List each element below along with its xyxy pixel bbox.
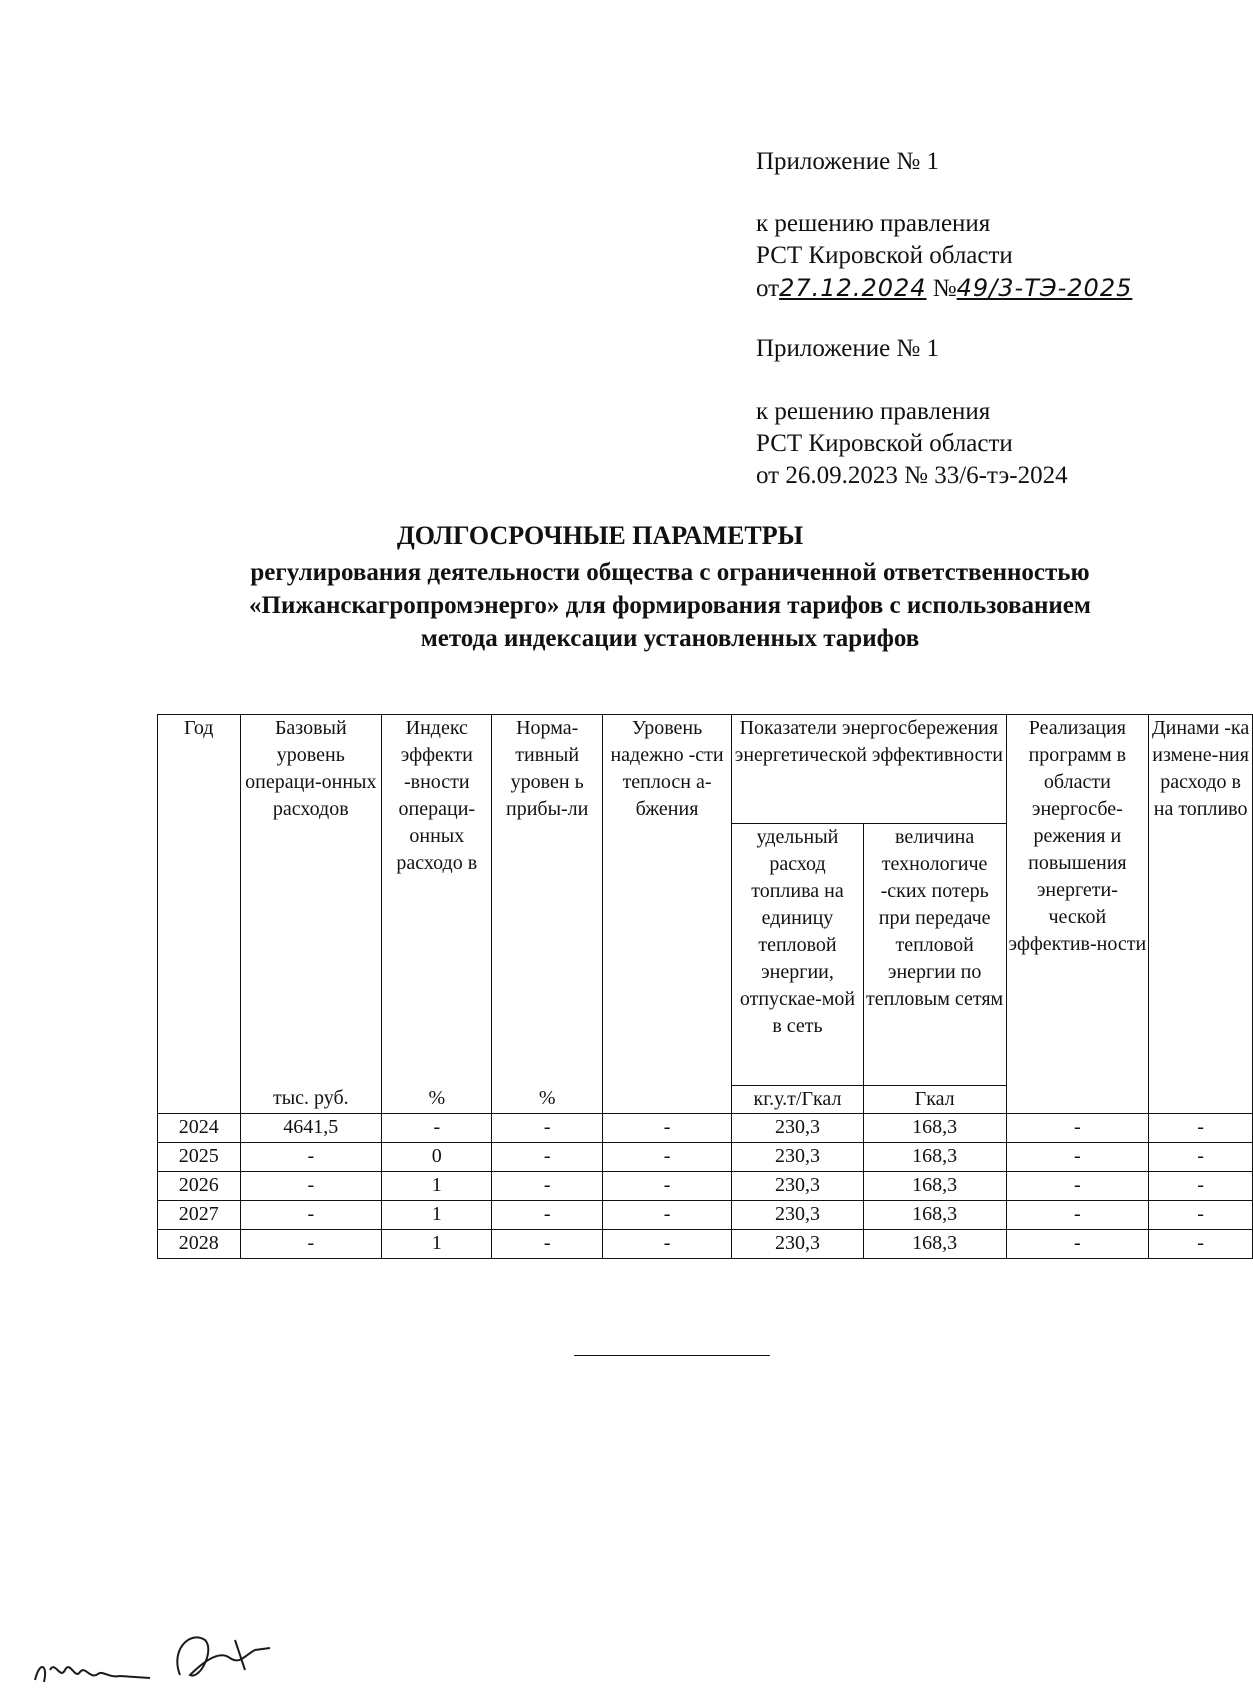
cell-reliability: - bbox=[602, 1113, 731, 1142]
cell-programs: - bbox=[1006, 1171, 1149, 1200]
header-fuel-dynamics: Динами -ка измене-ния расходо в на топливо bbox=[1149, 715, 1253, 1114]
cell-programs: - bbox=[1006, 1113, 1149, 1142]
cell-reliability: - bbox=[602, 1171, 731, 1200]
header-profit-level: Норма-тивный уровен ь прибы-ли bbox=[492, 715, 602, 1086]
cell-year: 2028 bbox=[158, 1229, 241, 1258]
decision-line: к решению правления bbox=[756, 210, 991, 237]
table-row bbox=[158, 1113, 1253, 1142]
cell-year: 2026 bbox=[158, 1171, 241, 1200]
signature-image bbox=[30, 1620, 330, 1690]
cell-fuel: 230,3 bbox=[732, 1113, 864, 1142]
cell-base: - bbox=[240, 1142, 382, 1171]
cell-dynamics: - bbox=[1149, 1171, 1253, 1200]
cell-losses: 168,3 bbox=[863, 1113, 1006, 1142]
appendix-title-previous bbox=[756, 333, 939, 365]
cell-profit: - bbox=[492, 1229, 602, 1258]
cell-year: 2025 bbox=[158, 1142, 241, 1171]
unit-year bbox=[158, 1085, 241, 1113]
cell-year: 2027 bbox=[158, 1200, 241, 1229]
cell-reliability: - bbox=[602, 1142, 731, 1171]
header-year: Год bbox=[158, 715, 241, 1086]
cell-dynamics: - bbox=[1149, 1113, 1253, 1142]
cell-losses: 168,3 bbox=[863, 1200, 1006, 1229]
cell-dynamics: - bbox=[1149, 1142, 1253, 1171]
document-subtitle: регулирования деятельности общества с ограниченной ответственностью «Пижанскагропромэнерго» для формирования тарифов с использованием метода индексации установленных тарифов bbox=[249, 559, 1091, 652]
cell-index: 1 bbox=[382, 1171, 492, 1200]
cell-index: 1 bbox=[382, 1229, 492, 1258]
decision-authority: РСТ Кировской области bbox=[756, 242, 1013, 269]
cell-programs: - bbox=[1006, 1200, 1149, 1229]
cell-profit: - bbox=[492, 1200, 602, 1229]
cell-dynamics: - bbox=[1149, 1229, 1253, 1258]
cell-index: 0 bbox=[382, 1142, 492, 1171]
unit-efficiency-index: % bbox=[382, 1085, 492, 1113]
cell-fuel: 230,3 bbox=[732, 1200, 864, 1229]
cell-profit: - bbox=[492, 1113, 602, 1142]
table-row bbox=[158, 1142, 1253, 1171]
header-reliability: Уровень надежно -сти теплосн а-бжения bbox=[602, 715, 731, 1114]
decision-line: к решению правления bbox=[756, 398, 991, 425]
table-row bbox=[158, 1229, 1253, 1258]
decision-date-number bbox=[756, 272, 1132, 305]
cell-base: - bbox=[240, 1200, 382, 1229]
cell-fuel: 230,3 bbox=[732, 1142, 864, 1171]
document-title: ДОЛГОСРОЧНЫЕ ПАРАМЕТРЫ bbox=[396, 521, 804, 550]
handwritten-date: 27.12.2024 bbox=[779, 274, 927, 302]
decision-date-number: от 26.09.2023 № 33/6-тэ-2024 bbox=[756, 462, 1068, 489]
decision-reference-previous bbox=[756, 396, 1068, 492]
cell-year: 2024 bbox=[158, 1113, 241, 1142]
cell-base: - bbox=[240, 1229, 382, 1258]
cell-losses: 168,3 bbox=[863, 1229, 1006, 1258]
cell-profit: - bbox=[492, 1171, 602, 1200]
header-tech-losses: величина технологиче -ских потерь при передаче тепловой энергии по тепловым сетям bbox=[863, 824, 1006, 1086]
appendix-title-current bbox=[756, 146, 939, 178]
header-energy-saving-group: Показатели энергосбережения энергетической эффективности bbox=[732, 715, 1006, 824]
cell-reliability: - bbox=[602, 1200, 731, 1229]
decision-reference-current bbox=[756, 208, 1132, 305]
long-term-parameters-table bbox=[157, 714, 1253, 1259]
from-prefix: от bbox=[756, 275, 780, 302]
header-base-level: Базовый уровень операци-онных расходов bbox=[240, 715, 382, 1086]
header-row bbox=[158, 715, 1253, 824]
cell-fuel: 230,3 bbox=[732, 1171, 864, 1200]
appendix-label: Приложение № 1 bbox=[756, 148, 940, 175]
unit-fuel-consumption: кг.у.т/Гкал bbox=[732, 1085, 864, 1113]
cell-programs: - bbox=[1006, 1142, 1149, 1171]
appendix-label: Приложение № 1 bbox=[756, 335, 940, 362]
closing-line bbox=[574, 1355, 770, 1356]
header-programs: Реализация программ в области энергосбе-режения и повышения энергети-ческой эффектив-ности bbox=[1006, 715, 1149, 1114]
unit-base-level: тыс. руб. bbox=[240, 1085, 382, 1113]
unit-profit-level: % bbox=[492, 1085, 602, 1113]
cell-index: - bbox=[382, 1113, 492, 1142]
header-fuel-consumption: удельный расход топлива на единицу тепловой энергии, отпускае-мой в сеть bbox=[732, 824, 864, 1086]
decision-authority: РСТ Кировской области bbox=[756, 430, 1013, 457]
header-efficiency-index: Индекс эффекти -вности операци-онных расходо в bbox=[382, 715, 492, 1086]
cell-losses: 168,3 bbox=[863, 1142, 1006, 1171]
table-row bbox=[158, 1171, 1253, 1200]
handwritten-number: 49/3-ТЭ-2025 bbox=[956, 274, 1133, 302]
cell-fuel: 230,3 bbox=[732, 1229, 864, 1258]
cell-reliability: - bbox=[602, 1229, 731, 1258]
cell-index: 1 bbox=[382, 1200, 492, 1229]
cell-base: - bbox=[240, 1171, 382, 1200]
cell-losses: 168,3 bbox=[863, 1171, 1006, 1200]
unit-tech-losses: Гкал bbox=[863, 1085, 1006, 1113]
cell-programs: - bbox=[1006, 1229, 1149, 1258]
cell-dynamics: - bbox=[1149, 1200, 1253, 1229]
table-row bbox=[158, 1200, 1253, 1229]
cell-base: 4641,5 bbox=[240, 1113, 382, 1142]
number-prefix: № bbox=[932, 275, 957, 302]
cell-profit: - bbox=[492, 1142, 602, 1171]
